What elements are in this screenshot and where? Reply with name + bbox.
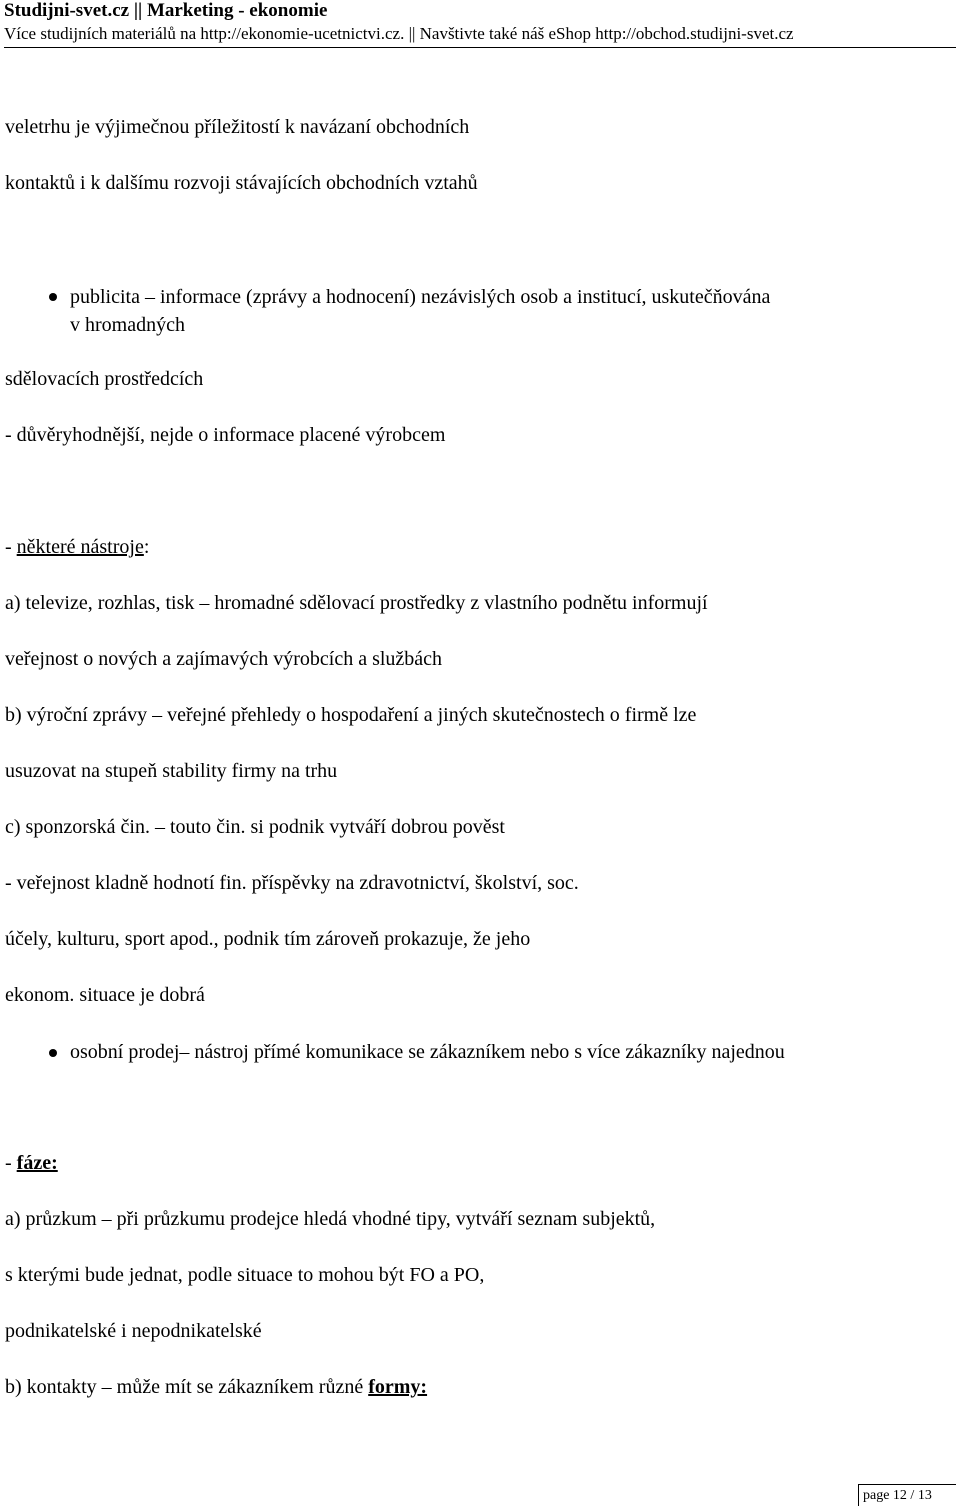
bullet-item: publicita – informace (zprávy a hodnocení) nezávislých osob a institucí, uskutečňována [70,286,771,308]
text-line [5,1375,427,1399]
bullet-icon [49,293,57,301]
bullet-item-continuation: v hromadných [70,314,185,336]
text-line: c) sponzorská čin. – touto čin. si podnik vytváří dobrou pověst [5,816,505,838]
section-heading-suffix: : [143,536,150,558]
text-line: b) výroční zprávy – veřejné přehledy o hospodaření a jiných skutečnostech o firmě lze [5,704,697,726]
forms-link[interactable]: formy: [368,1376,428,1398]
text-line: kontaktů i k dalšímu rozvoji stávajících obchodních vztahů [5,172,478,194]
text-line: veřejnost o nových a zajímavých výrobcích a službách [5,648,443,670]
bullet-icon [49,1049,57,1057]
text-line: - veřejnost kladně hodnotí fin. příspěvky na zdravotnictví, školství, soc. [5,872,579,894]
section-heading-prefix: - [5,536,17,558]
section-heading-link[interactable]: některé nástroje [16,536,144,558]
text-line: veletrhu je výjimečnou příležitostí k navázaní obchodních [5,116,470,138]
section-heading [5,1151,58,1175]
text-line: s kterými bude jednat, podle situace to mohou být FO a PO, [5,1264,485,1286]
page-header [4,0,956,48]
text-line: účely, kulturu, sport apod., podnik tím zároveň prokazuje, že jeho [5,928,531,950]
text-line: a) televize, rozhlas, tisk – hromadné sdělovací prostředky z vlastního podnětu informují [5,592,708,614]
text-line: - důvěryhodnější, nejde o informace placené výrobcem [5,424,446,446]
section-heading [5,535,149,559]
text-line: ekonom. situace je dobrá [5,984,205,1006]
text-line-prefix: b) kontakty – může mít se zákazníkem různé [5,1376,369,1398]
text-line: sdělovacích prostředcích [5,368,204,390]
page-number: page 12 / 13 [858,1484,956,1506]
section-heading-prefix: - [5,1152,17,1174]
text-line: a) průzkum – při průzkumu prodejce hledá vhodné tipy, vytváří seznam subjektů, [5,1208,656,1230]
bullet-item: osobní prodej– nástroj přímé komunikace se zákazníkem nebo s více zákazníky najednou [70,1041,785,1063]
section-heading-link[interactable]: fáze: [16,1152,58,1174]
text-line: podnikatelské i nepodnikatelské [5,1320,262,1342]
text-line: usuzovat na stupeň stability firmy na trhu [5,760,338,782]
header-subtitle: Více studijních materiálů na http://ekonomie-ucetnictvi.cz. || Navštivte také náš eShop http://obchod.studijni-svet.cz [4,24,794,43]
header-title: Studijni-svet.cz || Marketing - ekonomie [4,0,328,21]
